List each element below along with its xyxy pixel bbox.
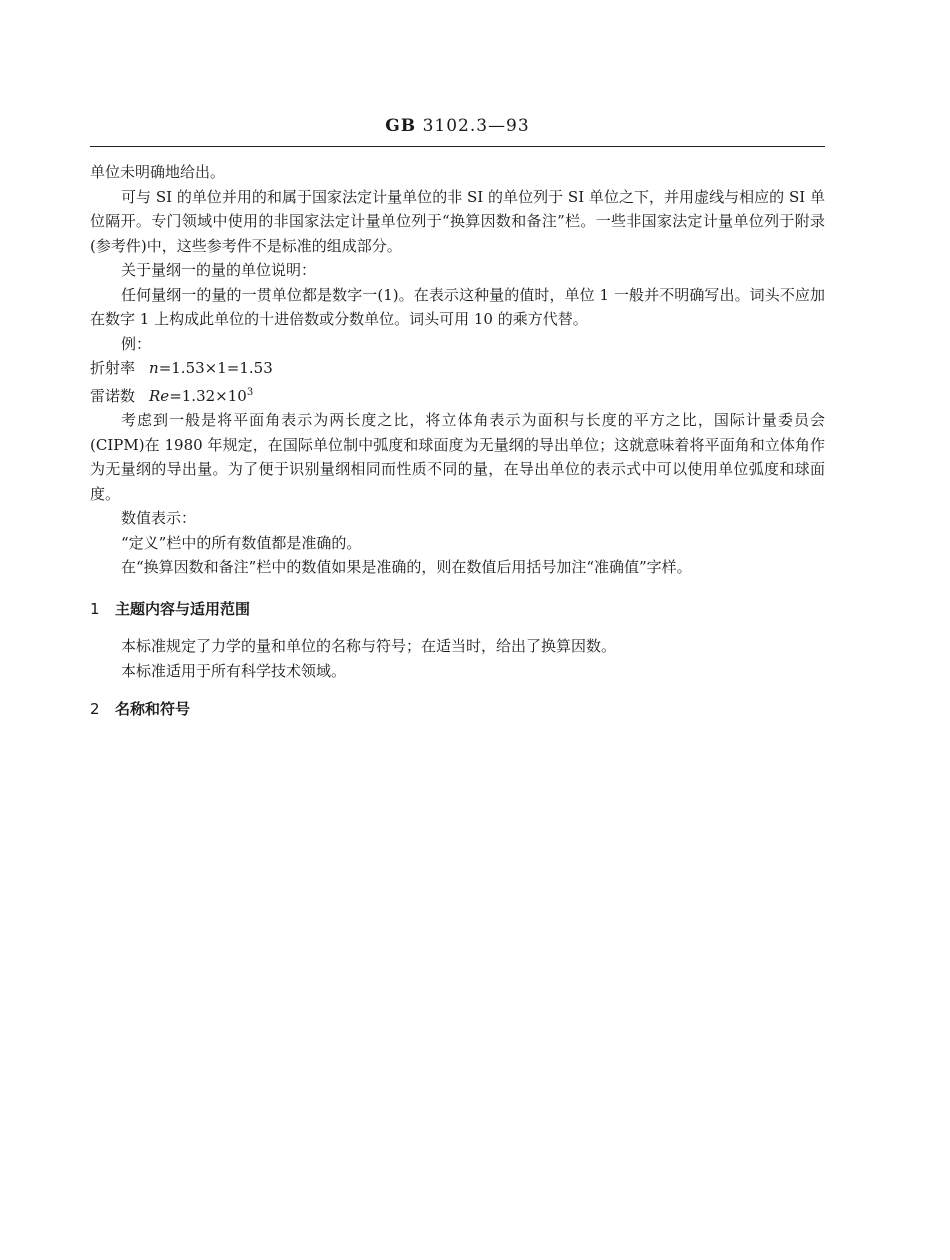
paragraph-continuation: 单位未明确地给出。 [90,163,226,181]
section-title: 名称和符号 [115,700,191,718]
section-1-line-2: 本标准适用于所有科学技术领域。 [121,661,347,680]
paragraph-conversion-values: 在“换算因数和备注”栏中的数值如果是准确的，则在数值后用括号加注“准确值”字样。 [121,558,692,576]
example-exponent: 3 [246,386,254,398]
header-rule [90,146,825,147]
standard-code: 3102.3—93 [422,116,530,136]
example-symbol: Re [149,386,170,405]
section-number: 2 [90,700,100,718]
paragraph-example-label: 例： [121,334,152,353]
paragraph-angles: 考虑到一般是将平面角表示为两长度之比，将立体角表示为面积与长度的平方之比，国际计量委员会(CIPM)在 1980 年规定，在国际单位制中弧度和球面度为无量纲的导出单位；这就意味着将平面角和立体角作为无量纲的导出量。为了便于识别量纲相同而性质不同的量，在导出单位的表示式中可以使用单位弧度和球面度。 [90,411,825,503]
standard-prefix: GB [385,116,417,136]
example-label: 雷诺数 [90,386,136,405]
paragraph-definition-values: “定义”栏中的所有数值都是准确的。 [121,533,362,552]
example-expression: =1.53×1=1.53 [158,359,273,377]
example-label: 折射率 [90,359,136,377]
section-1-line-1: 本标准规定了力学的量和单位的名称与符号；在适当时，给出了换算因数。 [121,637,617,655]
example-formula-reynolds-number [90,381,825,409]
section-1-heading [90,597,825,622]
section-number: 1 [90,599,100,618]
paragraph-numeric-heading: 数值表示： [121,509,197,527]
example-formula-refractive-index [90,356,825,381]
paragraph-non-si-units: 可与 SI 的单位并用的和属于国家法定计量单位的非 SI 的单位列于 SI 单位之下，并用虚线与相应的 SI 单位隔开。专门领域中使用的非国家法定计量单位列于“换算因数和备注”栏。一些非国家法定计量单位列于附录(参考件)中，这些参考件不是标准的组成部分。 [90,187,825,255]
example-expression: =1.32×10 [169,386,247,405]
paragraph-dimensionless-heading: 关于量纲一的量的单位说明： [121,261,317,279]
section-title: 主题内容与适用范围 [115,599,251,618]
page-header [90,116,825,136]
paragraph-dimensionless-unit: 任何量纲一的量的一贯单位都是数字一(1)。在表示这种量的值时，单位 1 一般并不明确写出。词头不应加在数字 1 上构成此单位的十进倍数或分数单位。词头可用 10 的乘方代替。 [90,285,825,328]
section-2-heading [90,697,825,722]
example-symbol: n [149,359,159,377]
document-body [90,160,825,722]
